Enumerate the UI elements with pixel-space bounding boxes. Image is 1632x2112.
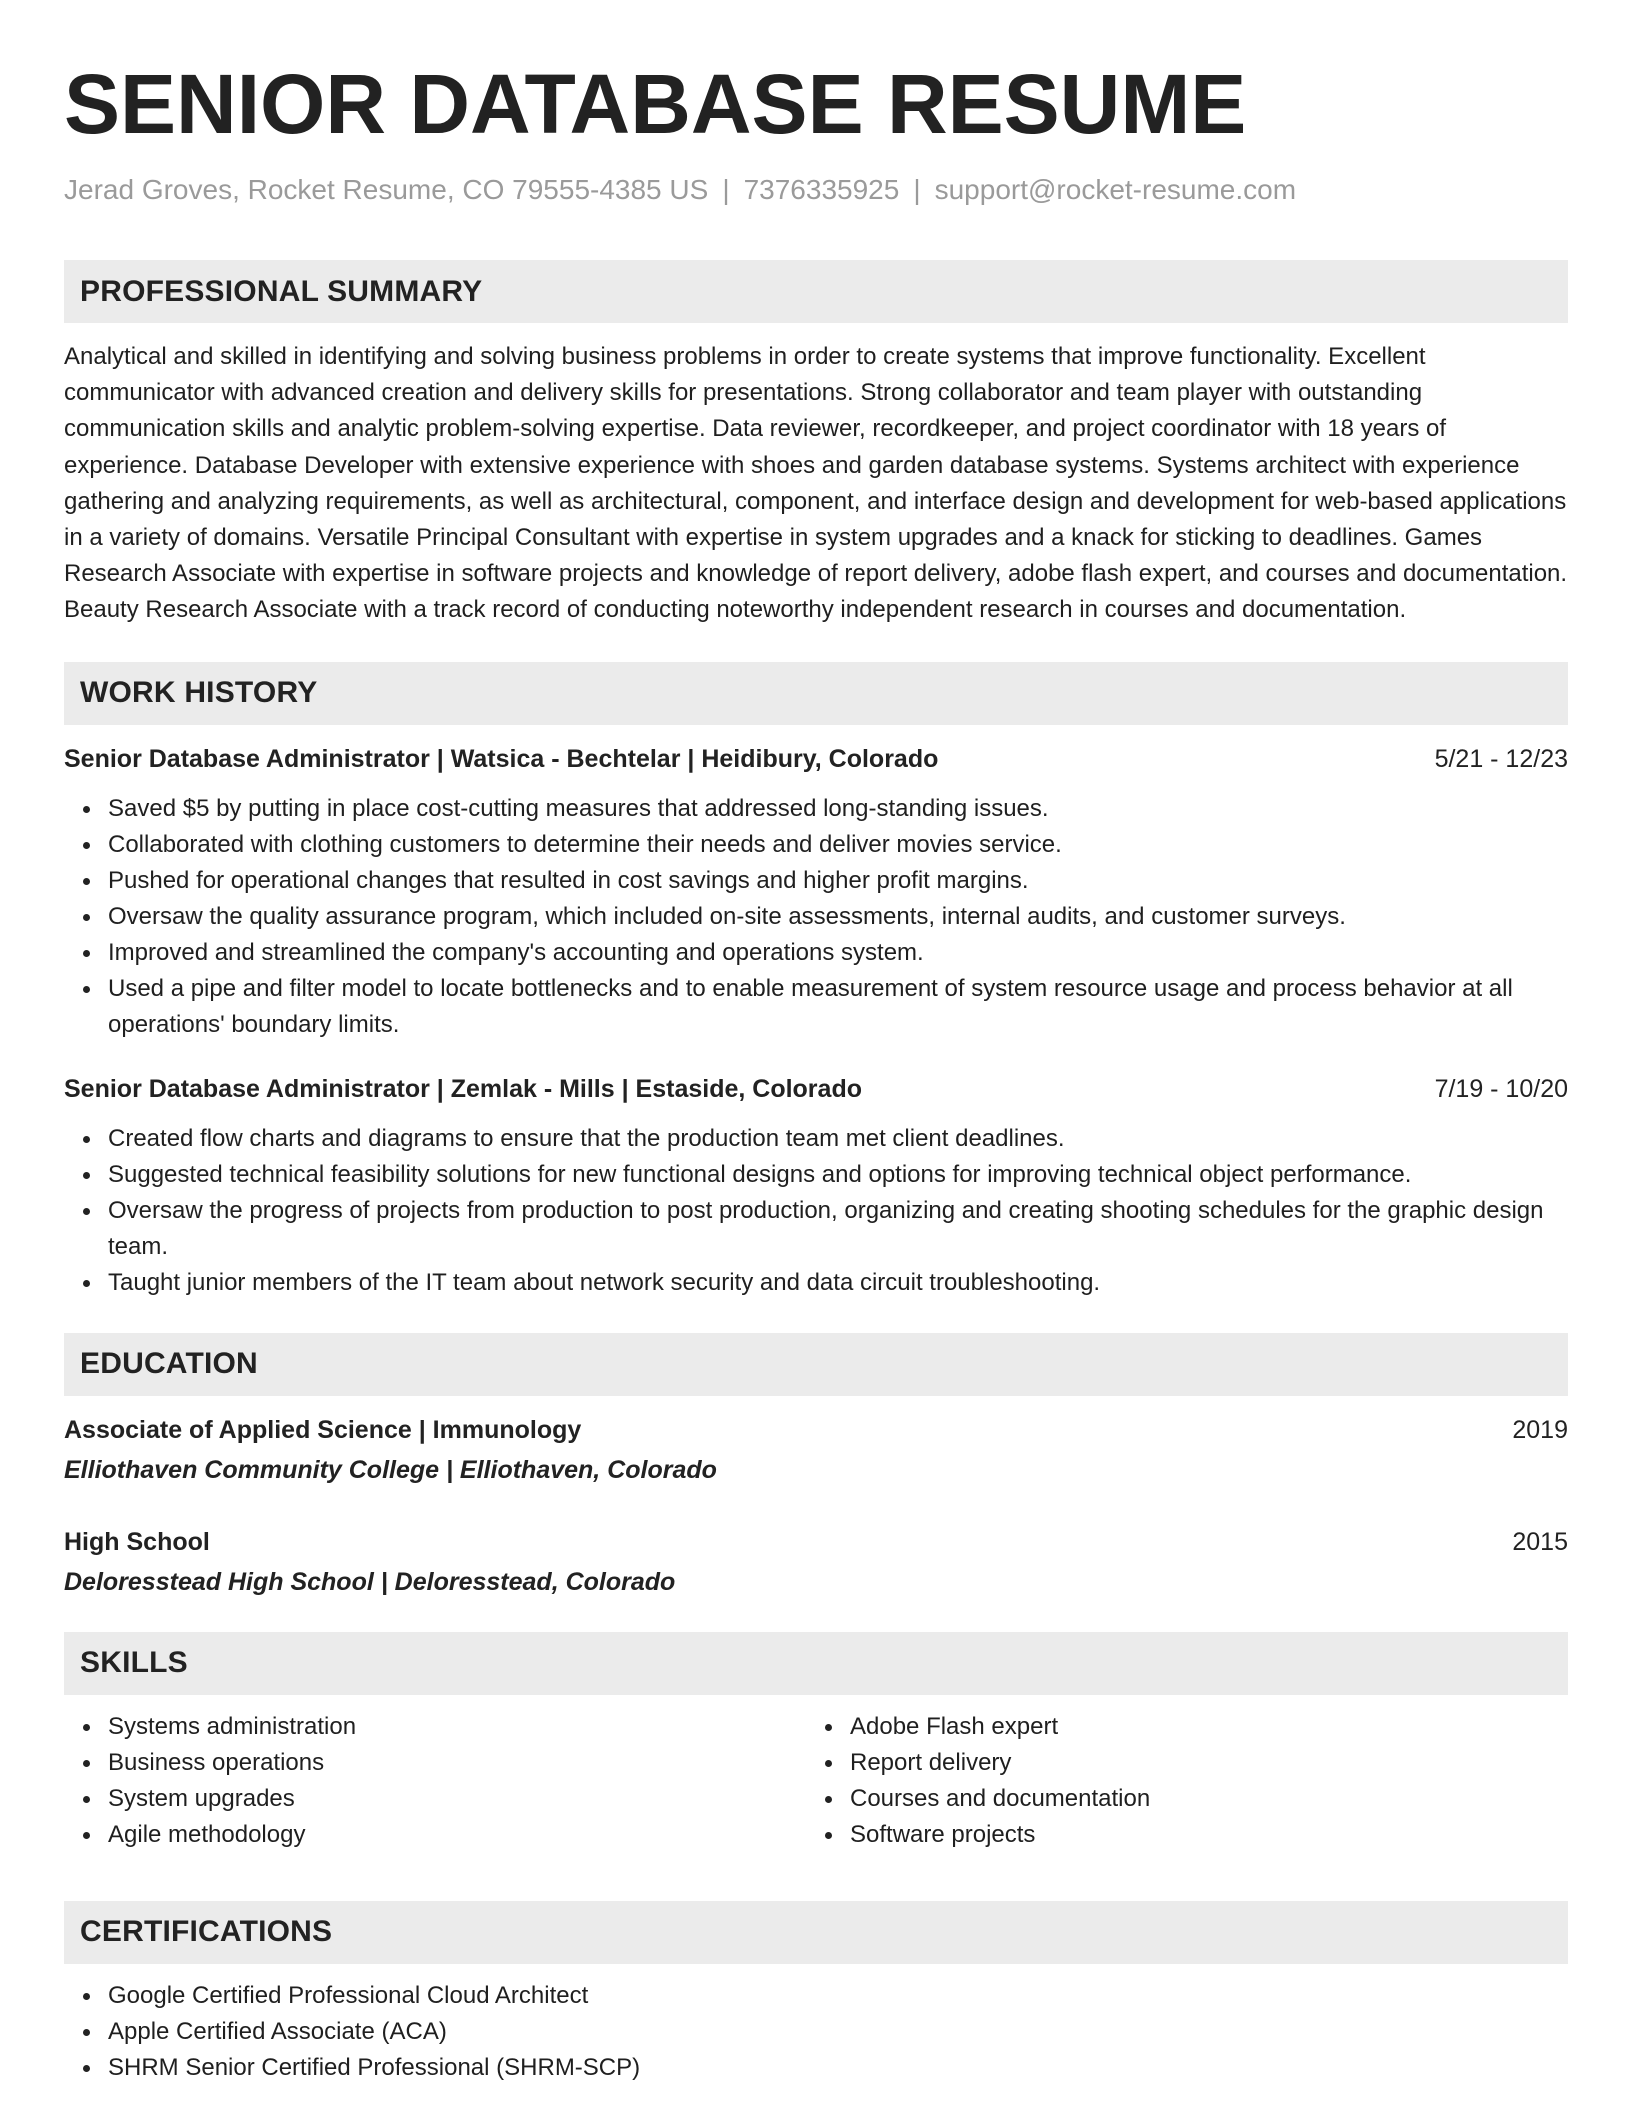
job-dates: 5/21 - 12/23 bbox=[1434, 744, 1568, 773]
job-bullet: Pushed for operational changes that resulted in cost savings and higher profit margins. bbox=[108, 863, 1568, 899]
job-bullet-list bbox=[64, 791, 1568, 1043]
education-year: 2019 bbox=[1512, 1415, 1568, 1444]
contact-line bbox=[64, 172, 1568, 208]
work-section-header bbox=[64, 662, 1568, 725]
contact-phone: 7376335925 bbox=[743, 174, 900, 205]
job-title: Senior Database Administrator | Watsica - Bechtelar | Heidibury, Colorado bbox=[64, 744, 939, 773]
summary-text: Analytical and skilled in identifying and solving business problems in order to create systems that improve functionality. Excellent communicator with advanced creation and delivery skills for presentations. Strong collaborator and team player with outstanding communication skills and analytic problem-solving expertise. Data reviewer, recordkeeper, and project coordinator with 18 years of experience. Database Developer with extensive experience with shoes and garden database systems. Systems architect with experience gathering and analyzing requirements, as well as architectural, component, and interface design and development for web-based applications in a variety of domains. Versatile Principal Consultant with expertise in system upgrades and a knack for sticking to deadlines. Games Research Associate with expertise in software projects and knowledge of report delivery, adobe flash expert, and courses and documentation. Beauty Research Associate with a track record of conducting noteworthy independent research in courses and documentation. bbox=[64, 343, 1568, 624]
contact-separator: | bbox=[722, 174, 730, 205]
education-heading: EDUCATION bbox=[80, 1347, 258, 1381]
education-degree: Associate of Applied Science | Immunology bbox=[64, 1415, 582, 1444]
education-year: 2015 bbox=[1512, 1527, 1568, 1556]
job-bullet: Improved and streamlined the company's accounting and operations system. bbox=[108, 935, 1568, 971]
certifications-list bbox=[64, 1978, 1568, 2086]
certifications-heading: CERTIFICATIONS bbox=[80, 1915, 333, 1949]
education-school: Deloresstead High School | Deloresstead, Colorado bbox=[64, 1567, 676, 1596]
job-bullet: Created flow charts and diagrams to ensure that the production team met client deadlines. bbox=[108, 1121, 1568, 1157]
education-school: Elliothaven Community College | Elliothaven, Colorado bbox=[64, 1455, 717, 1484]
job-bullet: Oversaw the quality assurance program, which included on-site assessments, internal audits, and customer surveys. bbox=[108, 899, 1568, 935]
skill-item: Business operations bbox=[108, 1745, 806, 1781]
job-title: Senior Database Administrator | Zemlak - Mills | Estaside, Colorado bbox=[64, 1074, 862, 1103]
certification-item: Google Certified Professional Cloud Architect bbox=[108, 1978, 1568, 2014]
job-dates: 7/19 - 10/20 bbox=[1434, 1074, 1568, 1103]
skills-heading: SKILLS bbox=[80, 1646, 188, 1680]
certifications-section-header bbox=[64, 1901, 1568, 1964]
job-bullet: Collaborated with clothing customers to determine their needs and deliver movies service. bbox=[108, 827, 1568, 863]
skills-list bbox=[64, 1709, 806, 1853]
job-bullet: Used a pipe and filter model to locate bottlenecks and to enable measurement of system resource usage and process behavior at all operations' boundary limits. bbox=[108, 971, 1568, 1043]
resume-page bbox=[64, 0, 1568, 2086]
job-bullet: Taught junior members of the IT team about network security and data circuit troubleshooting. bbox=[108, 1265, 1568, 1301]
skills-list bbox=[806, 1709, 1548, 1853]
skill-item: Report delivery bbox=[850, 1745, 1548, 1781]
skills-column-left bbox=[64, 1709, 806, 1853]
contact-separator: | bbox=[913, 174, 921, 205]
certification-item: Apple Certified Associate (ACA) bbox=[108, 2014, 1568, 2050]
contact-email: support@rocket-resume.com bbox=[934, 174, 1297, 205]
resume-title: SENIOR DATABASE RESUME bbox=[64, 57, 1247, 151]
job-bullet: Saved $5 by putting in place cost-cutting measures that addressed long-standing issues. bbox=[108, 791, 1568, 827]
skill-item: System upgrades bbox=[108, 1781, 806, 1817]
skill-item: Systems administration bbox=[108, 1709, 806, 1745]
job-header bbox=[64, 1071, 1568, 1107]
education-section-header bbox=[64, 1333, 1568, 1396]
skills-section-header bbox=[64, 1632, 1568, 1695]
education-degree: High School bbox=[64, 1527, 210, 1556]
skill-item: Software projects bbox=[850, 1817, 1548, 1853]
job-header bbox=[64, 741, 1568, 777]
summary-heading: PROFESSIONAL SUMMARY bbox=[80, 274, 483, 308]
skill-item: Courses and documentation bbox=[850, 1781, 1548, 1817]
skills-column-right bbox=[806, 1709, 1548, 1853]
education-entry-header bbox=[64, 1524, 1568, 1560]
skill-item: Adobe Flash expert bbox=[850, 1709, 1548, 1745]
job-bullet-list bbox=[64, 1121, 1568, 1301]
certification-item: SHRM Senior Certified Professional (SHRM-SCP) bbox=[108, 2050, 1568, 2086]
job-bullet: Oversaw the progress of projects from production to post production, organizing and creating shooting schedules for the graphic design team. bbox=[108, 1193, 1568, 1265]
skills-grid bbox=[64, 1709, 1568, 1853]
work-heading: WORK HISTORY bbox=[80, 676, 318, 710]
summary-section-header bbox=[64, 260, 1568, 323]
contact-address: Jerad Groves, Rocket Resume, CO 79555-4385 US bbox=[64, 174, 709, 205]
education-entry-header bbox=[64, 1412, 1568, 1448]
job-bullet: Suggested technical feasibility solutions for new functional designs and options for improving technical object performance. bbox=[108, 1157, 1568, 1193]
skill-item: Agile methodology bbox=[108, 1817, 806, 1853]
